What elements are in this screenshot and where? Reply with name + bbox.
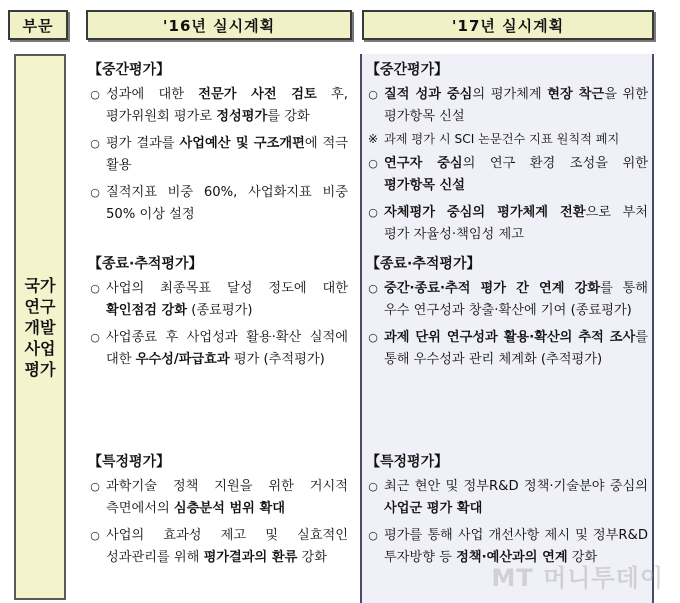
text-segment: 후, 평가위원회 평가로 — [106, 87, 348, 124]
text-segment: 를 강화 — [267, 109, 310, 124]
bold-phrase: 평가항목 신설 — [384, 178, 466, 193]
bullet-item — [362, 202, 652, 246]
text-segment: (종료평가) — [187, 303, 253, 318]
bullet-text — [384, 153, 648, 197]
circle-bullet-icon: ○ — [368, 88, 378, 101]
bullet-text — [106, 525, 348, 569]
bold-phrase: 우수성/파급효과 — [135, 352, 230, 367]
plan-2017-column — [360, 54, 654, 603]
text-segment: 평가 (추적평가) — [229, 352, 325, 367]
section-title: 【특정평가】 — [366, 454, 449, 470]
text-segment: 으로 부처 평가 자율성·책임성 제고 — [384, 205, 648, 242]
bold-phrase: 중간·종료·추적 평가 간 연계 강화 — [384, 281, 601, 296]
text-segment: 를 통해 우수성과 관리 체계화 (추적평가) — [384, 330, 648, 367]
header-2017-label: '17년 실시계획 — [451, 16, 565, 35]
bullet-item — [362, 476, 652, 520]
bold-phrase: 현장 착근 — [547, 87, 605, 102]
section-title: 【중간평가】 — [88, 62, 171, 78]
circle-bullet-icon: ○ — [90, 282, 100, 295]
header-category-label: 부문 — [22, 16, 54, 35]
y16-section-interim — [84, 60, 352, 231]
y16-section-special — [84, 452, 352, 574]
header-2016-label: '16년 실시계획 — [162, 16, 276, 35]
circle-bullet-icon: ○ — [90, 529, 100, 542]
section-title: 【중간평가】 — [366, 62, 449, 78]
bullet-text — [106, 476, 348, 520]
bullet-item — [84, 84, 352, 128]
bullet-item — [84, 327, 352, 371]
circle-bullet-icon: ○ — [90, 480, 100, 493]
bold-phrase: 과제 단위 연구성과 활용·확산의 추적 조사 — [384, 330, 636, 345]
bullet-text — [106, 84, 348, 128]
text-segment: 평가를 통해 사업 개선사항 제시 및 정부R&D 투자방향 등 — [384, 528, 648, 565]
bullet-item — [362, 84, 652, 128]
bold-phrase: 정책·예산과의 연계 — [456, 550, 568, 565]
bullet-item — [84, 525, 352, 569]
y17-section-interim — [362, 60, 652, 251]
category-label: 국가 연구 개발 사업 평가 — [24, 275, 56, 379]
bullet-item — [362, 153, 652, 197]
text-segment: 의 연구 환경 조성을 위한 — [462, 156, 648, 171]
text-segment: 사업의 효과성 제고 및 실효적인 성과관리를 위해 — [106, 528, 348, 565]
bold-phrase: 정성평가 — [216, 109, 268, 124]
section-title: 【종료·추적평가】 — [366, 256, 481, 272]
text-segment: 을 위한 평가항목 신설 — [384, 87, 648, 124]
bullet-text — [106, 133, 348, 177]
text-segment: 강화 — [567, 550, 598, 565]
header-2016-plan — [86, 10, 352, 40]
bold-phrase: 전문가 사전 검토 — [198, 87, 317, 102]
bold-phrase: 심층분석 범위 확대 — [173, 501, 285, 516]
text-segment: 강화 — [297, 550, 327, 565]
bullet-text — [384, 327, 648, 371]
bold-phrase: 사업군 평가 확대 — [384, 501, 483, 516]
text-segment: 에 적극 활용 — [106, 136, 348, 173]
bullet-item — [84, 133, 352, 177]
bold-phrase: 평가결과의 환류 — [203, 550, 298, 565]
bullet-item — [362, 327, 652, 371]
bullet-item — [84, 182, 352, 226]
bullet-text — [384, 202, 648, 246]
text-segment: 의 평가체계 — [472, 87, 548, 102]
bullet-item — [84, 476, 352, 520]
y16-section-final-followup — [84, 254, 352, 376]
bullet-text — [384, 476, 648, 520]
text-segment: 성과에 대한 — [106, 87, 199, 102]
text-segment: 를 통해 우수 연구성과 창출·확산에 기여 (종료평가) — [384, 281, 648, 318]
bullet-text — [106, 182, 348, 226]
plan-2016-column — [84, 54, 352, 603]
y17-section-special — [362, 452, 652, 574]
header-category — [8, 10, 68, 40]
section-title: 【특정평가】 — [88, 454, 171, 470]
circle-bullet-icon: ○ — [90, 137, 100, 150]
bold-phrase: 질적 성과 중심 — [384, 87, 473, 102]
text-segment: 최근 현안 및 정부R&D 정책·기술분야 중심의 — [384, 479, 648, 494]
bullet-text — [384, 278, 648, 322]
bold-phrase: 자체평가 중심의 평가체계 전환 — [384, 205, 586, 220]
bold-phrase: 연구자 중심 — [384, 156, 463, 171]
reference-mark-icon: ※ — [367, 132, 379, 146]
note-item — [362, 129, 652, 149]
bold-phrase: 사업예산 및 구조개편 — [179, 136, 305, 151]
text-segment: 과학기술 정책 지원을 위한 거시적 측면에서의 — [106, 479, 348, 516]
circle-bullet-icon: ○ — [90, 88, 100, 101]
circle-bullet-icon: ○ — [368, 529, 378, 542]
circle-bullet-icon: ○ — [90, 186, 100, 199]
circle-bullet-icon: ○ — [368, 331, 378, 344]
bullet-text — [106, 327, 348, 371]
bullet-text — [106, 278, 348, 322]
text-segment: 사업의 최종목표 달성 정도에 대한 — [106, 281, 348, 296]
bullet-item — [84, 278, 352, 322]
note-text: 과제 평가 시 SCI 논문건수 지표 원칙적 폐지 — [384, 132, 620, 146]
y17-section-final-followup — [362, 254, 652, 376]
bold-phrase: 확인점검 강화 — [106, 303, 188, 318]
circle-bullet-icon: ○ — [90, 331, 100, 344]
circle-bullet-icon: ○ — [368, 206, 378, 219]
bullet-text — [384, 84, 648, 128]
circle-bullet-icon: ○ — [368, 480, 378, 493]
section-title: 【종료·추적평가】 — [88, 256, 203, 272]
bullet-item — [362, 278, 652, 322]
header-2017-plan — [362, 10, 654, 40]
circle-bullet-icon: ○ — [368, 282, 378, 295]
text-segment: 평가 결과를 — [106, 136, 180, 151]
text-segment: 사업종료 후 사업성과 활용·확산 실적에 대한 — [106, 330, 348, 367]
category-box — [14, 54, 66, 600]
circle-bullet-icon: ○ — [368, 157, 378, 170]
text-segment: 질적지표 비중 60%, 사업화지표 비중 50% 이상 설정 — [106, 185, 348, 222]
watermark-logo: MT 머니투데이 — [491, 564, 664, 592]
